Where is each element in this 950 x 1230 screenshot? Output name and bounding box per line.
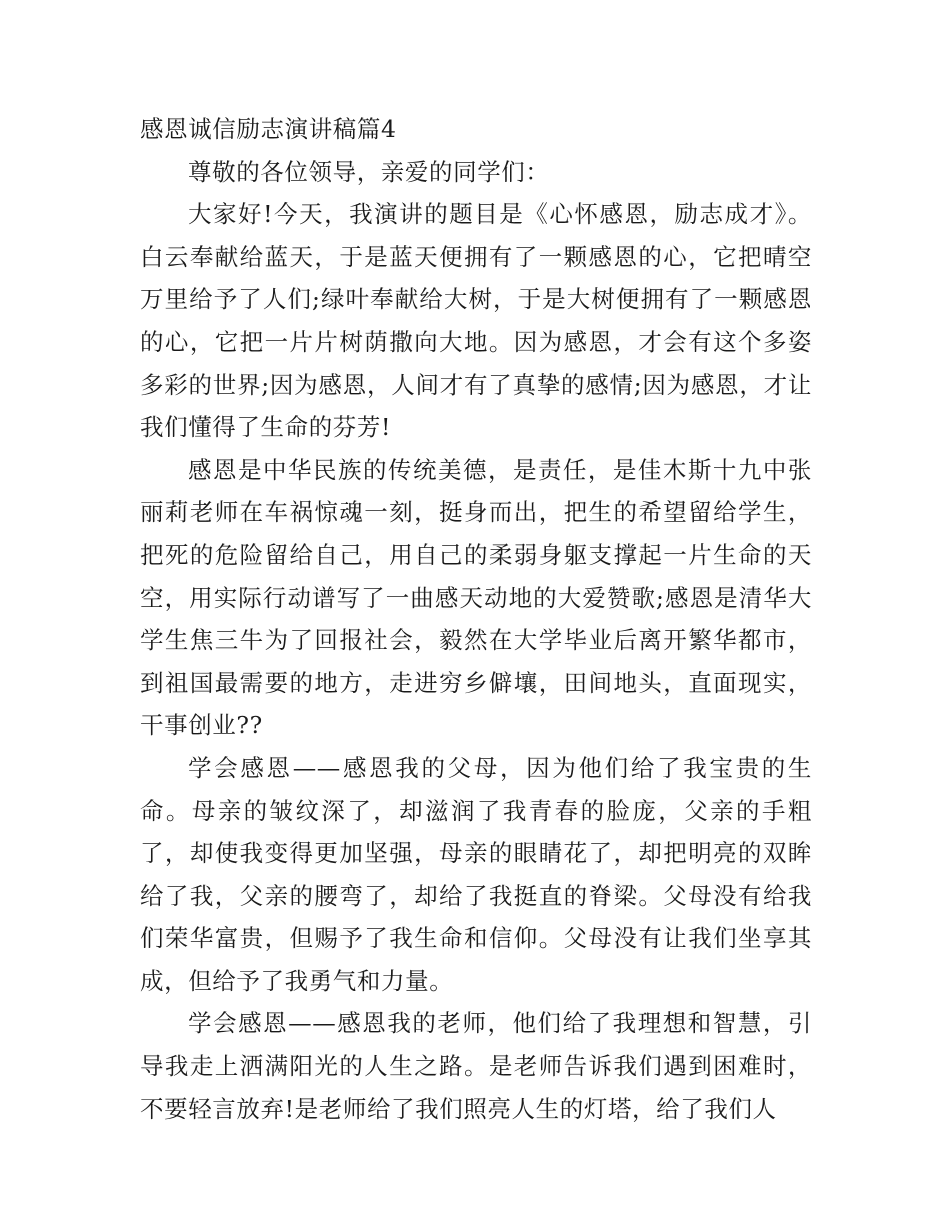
paragraph-virtue: 感恩是中华民族的传统美德，是责任，是佳木斯十九中张丽莉老师在车祸惊魂一刻，挺身而出，把生的希望留给学生，把死的危险留给自己，用自己的柔弱身躯支撑起一片生命的天空，用实际行动谱写了一曲感天动地的大爱赞歌;感恩是清华大学生焦三牛为了回报社会，毅然在大学毕业后离开繁华都市，到祖国最需要的地方，走进穷乡僻壤，田间地头，直面现实，干事创业?? bbox=[140, 455, 812, 740]
paragraph-intro: 大家好!今天，我演讲的题目是《心怀感恩，励志成才》。 白云奉献给蓝天，于是蓝天便拥有了一颗感恩的心，它把晴空万里给予了人们;绿叶奉献给大树，于是大树便拥有了一颗感恩的心，它把一片片树荫撒向大地。因为感恩，才会有这个多姿多彩的世界;因为感恩，人间才有了真挚的感情;因为感恩，才让我们懂得了生命的芬芳! bbox=[140, 200, 812, 442]
paragraph-greeting: 尊敬的各位领导，亲爱的同学们： bbox=[188, 157, 550, 186]
document-title: 感恩诚信励志演讲稿篇4 bbox=[140, 115, 397, 143]
paragraph-parents: 学会感恩——感恩我的父母，因为他们给了我宝贵的生命。母亲的皱纹深了，却滋润了我青春的脸庞，父亲的手粗了，却使我变得更加坚强，母亲的眼睛花了，却把明亮的双眸给了我，父亲的腰弯了，却给了我挺直的脊梁。父母没有给我们荣华富贵，但赐予了我生命和信仰。父母没有让我们坐享其成，但给予了我勇气和力量。 bbox=[140, 753, 812, 995]
document-body bbox=[140, 108, 812, 1130]
paragraph-teachers: 学会感恩——感恩我的老师，他们给了我理想和智慧，引导我走上洒满阳光的人生之路。是老师告诉我们遇到困难时，不要轻言放弃!是老师给了我们照亮人生的灯塔，给了我们人 bbox=[140, 1009, 812, 1123]
